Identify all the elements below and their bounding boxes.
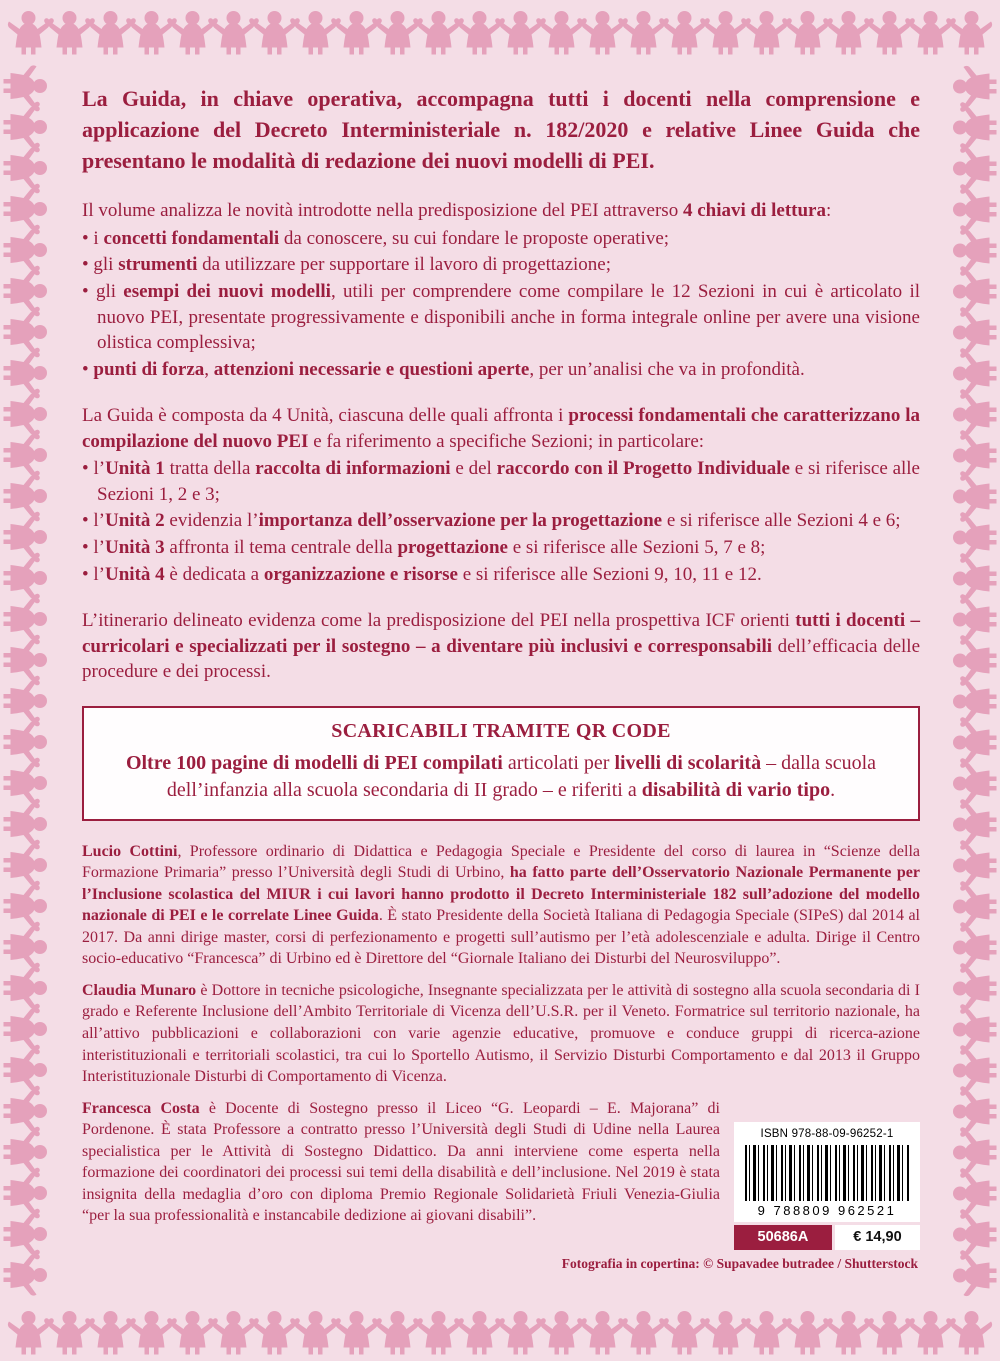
- qr-box-body: Oltre 100 pagine di modelli di PEI compilati articolati per livelli di scolarità – dalla scuola dell’infanzia alla scuola secondaria di II grado – e riferiti a disabilità di vario tipo.: [125, 751, 877, 802]
- qr-code-box: [82, 706, 920, 821]
- volume-bullet-1: • i concetti fondamentali da conoscere, su cui fondare le proposte operative;: [82, 227, 670, 249]
- photo-credit: Fotografia in copertina: © Supavadee butradee / Shutterstock: [561, 1255, 918, 1271]
- author-bio-claudia-munaro: Claudia Munaro è Dottore in tecniche psicologiche, Insegnante specializzata per le attività di sostegno alla scuola secondaria di I grado e Referente Inclusione dell’Ambito Territoriale di Vicenza dell’U.S.R. per il Veneto. Formatrice sul territorio nazionale, ha all’attivo pubblicazioni e collaborazioni con varie agenzie educative, promuove e conduce gruppi di ricerca-azione interistituzionali e territoriali scolastici, tra cui lo Sportello Autismo, il Servizio Disturbi Comportamento e dal 2013 il Gruppo Interistituzionale Disturbi di Comportamento di Vicenza.: [82, 981, 921, 1086]
- qr-box-title: SCARICABILI TRAMITE QR CODE: [331, 719, 671, 742]
- volume-bullet-3: • gli esempi dei nuovi modelli, utili per comprendere come compilare le 12 Sezioni in cui è articolato il nuovo PEI, presentate progressivamente e disponibili anche in forma integrale online per avere una visione olistica complessiva;: [82, 281, 921, 354]
- guida-section: [82, 403, 920, 587]
- guida-bullet-4: • l’Unità 4 è dedicata a organizzazione e risorse e si riferisce alle Sezioni 9, 10, 11 e 12.: [82, 563, 762, 585]
- isbn-label: ISBN 978-88-09-96252-1: [760, 1127, 894, 1140]
- volume-bullet-2: • gli strumenti da utilizzare per supportare il lavoro di progettazione;: [82, 254, 611, 276]
- guida-bullet-2: • l’Unità 2 evidenzia l’importanza dell’osservazione per la progettazione e si riferisce alle Sezioni 4 e 6;: [82, 510, 901, 532]
- isbn-box: [734, 1122, 920, 1222]
- volume-section: [82, 198, 920, 382]
- author-bio-francesca-costa: Francesca Costa è Docente di Sostegno presso il Liceo “G. Leopardi – E. Majorana” di Pordenone. È stata Professore a contratto presso l’Università degli Studi di Udine nella Laurea specialistica per le Attività di Sostegno Didattico. Da anni interviene come esperta nella formazione dei coordinatori dei processi sui temi della disabilità e dell’inclusione. Nel 2019 è stata insignita della medaglia d’oro con diploma Premio Regionale Solidarietà Friuli Venezia-Giulia “per la sua professionalità e instancabile dedizione ai giovani disabili”.: [82, 1099, 721, 1225]
- barcode-block: [734, 1122, 920, 1250]
- itinerario-paragraph: L’itinerario delineato evidenza come la predisposizione del PEI nella prospettiva ICF orienti tutti i docenti – curricolari e specializzati per il sostegno – a diventare più inclusivi e corresponsabili dell’efficacia delle procedure e dei processi.: [82, 610, 921, 683]
- authors-section: [82, 841, 920, 1272]
- volume-bullet-4: • punti di forza, attenzioni necessarie e questioni aperte, per un’analisi che va in profondità.: [82, 358, 805, 380]
- intro-paragraph: La Guida, in chiave operativa, accompagna tutti i docenti nella comprensione e applicazione del Decreto Interministeriale n. 182/2020 e relative Linee Guida che presentano le modalità di redazione dei nuovi modelli di PEI.: [82, 86, 920, 173]
- guida-lead: La Guida è composta da 4 Unità, ciascuna delle quali affronta i processi fondamentali che caratterizzano la compilazione del nuovo PEI e fa riferimento a specifiche Sezioni; in particolare:: [82, 405, 921, 452]
- price-row: [734, 1225, 920, 1250]
- volume-lead: Il volume analizza le novità introdotte nella predisposizione del PEI attraverso 4 chiavi di lettura:: [82, 200, 832, 222]
- author-bio-lucio-cottini: Lucio Cottini, Professore ordinario di Didattica e Pedagogia Speciale e Presidente del corso di laurea in “Scienze della Formazione Primaria” presso l’Università degli Studi di Urbino, ha fatto parte dell’Osservatorio Nazionale Permanente per l’Inclusione scolastica del MIUR i cui lavori hanno prodotto il Decreto Interministeriale 182 sull’adozione del modello nazionale di PEI e le correlate Linee Guida. È stato Presidente della Società Italiana di Pedagogia Speciale (SIPeS) dal 2014 al 2017. Da anni dirige master, corsi di perfezionamento e progetti sull’autismo per l’età adolescenziale e adulta. Dirige il Centro socio-educativo “Francesca” di Urbino ed è Direttore del “Giornale Italiano dei Disturbi del Neurosviluppo”.: [82, 842, 920, 968]
- barcode-digits: 9 788809 962521: [757, 1202, 897, 1218]
- price-label: € 14,90: [835, 1225, 920, 1250]
- guida-bullet-1: • l’Unità 1 tratta della raccolta di informazioni e del raccordo con il Progetto Individuale e si riferisce alle Sezioni 1, 2 e 3;: [82, 458, 920, 505]
- barcode: [745, 1145, 909, 1201]
- guida-bullet-3: • l’Unità 3 affronta il tema centrale della progettazione e si riferisce alle Sezioni 5, 7 e 8;: [82, 536, 766, 558]
- edition-code-badge: 50686A: [734, 1225, 832, 1250]
